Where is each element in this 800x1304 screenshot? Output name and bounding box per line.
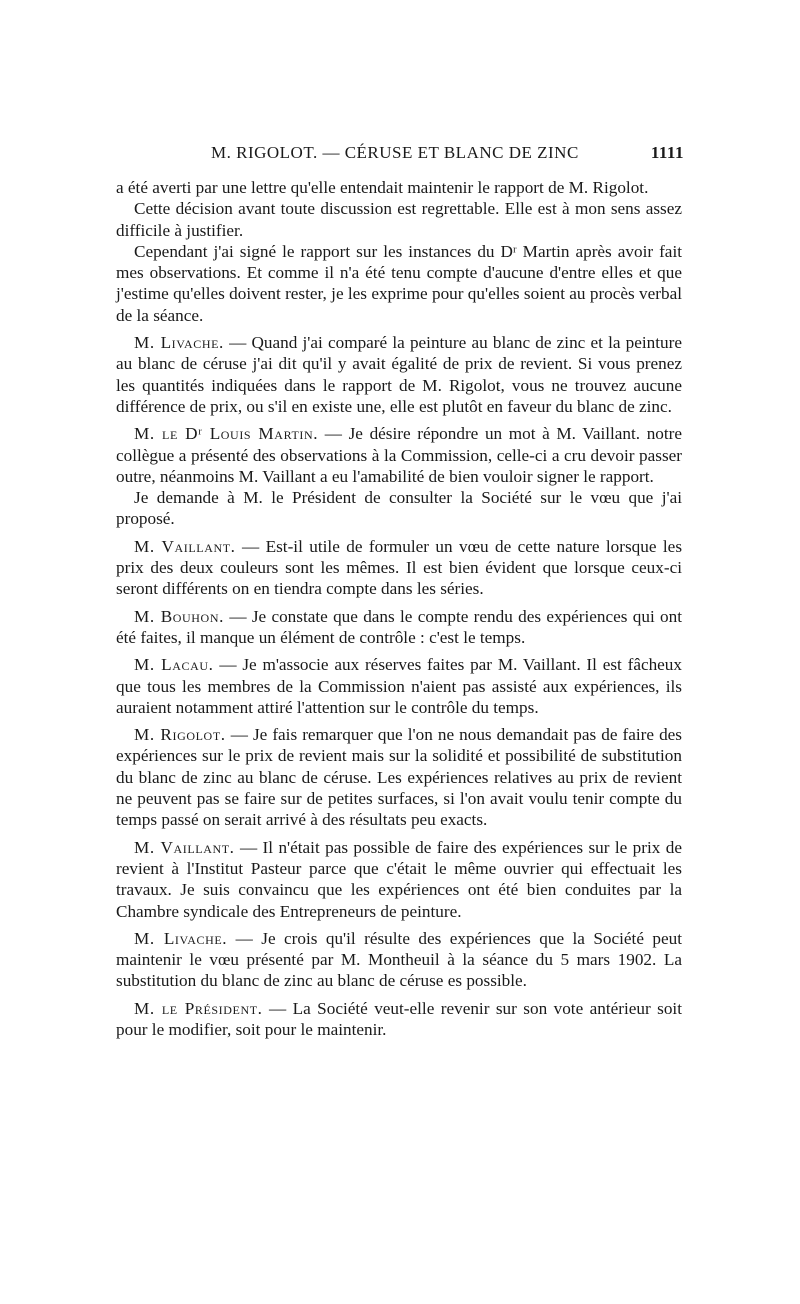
speaker-paragraph (116, 654, 682, 718)
paragraph (116, 177, 682, 198)
speaker-name: M. Livache. (134, 928, 228, 948)
paragraph-text: — Je fais remarquer que l'on ne nous demandait pas de faire des expériences sur le prix de revient mais sur la solidité et possibilité de substitution du blanc de zinc au blanc de céruse. Les expériences relatives au prix de revient ne peuvent pas se faire sur de petites surfaces, si l'on avait voulu tenir compte du temps passé on serait arrivé à des résultats peu exacts. (116, 725, 682, 830)
paragraph-text: Cependant j'ai signé le rapport sur les instances du Dʳ Martin après avoir fait mes observations. Et comme il n'a été tenu compte d'aucune d'entre elles et que j'estime qu'elles doivent rester, je les exprime pour qu'elles soient au procès verbal de la séance. (116, 241, 682, 325)
paragraph (116, 487, 682, 530)
paragraph-text: Je demande à M. le Président de consulter la Société sur le vœu que j'ai proposé. (116, 488, 682, 529)
paragraph-text: a été averti par une lettre qu'elle entendait maintenir le rapport de M. Rigolot. (116, 178, 649, 197)
speaker-name: M. le Président. (134, 998, 263, 1018)
speaker-paragraph (116, 423, 682, 487)
paragraph-text: — Je désire répondre un mot à M. Vaillant. notre collègue a présenté des observations à la Commission, celle-ci a cru devoir passer outre, néanmoins M. Vaillant a eu l'amabilité de bien vouloir signer le rapport. (116, 424, 683, 486)
paragraph (116, 241, 682, 326)
paragraph-text: — Je crois qu'il résulte des expériences que la Société peut maintenir le vœu présenté par M. Montheuil à la séance du 5 mars 1902. La substitution du blanc de zinc au blanc de céruse es possible. (116, 928, 682, 991)
speaker-paragraph (116, 724, 682, 830)
speaker-paragraph (116, 837, 682, 922)
speaker-name: M. Vaillant. (134, 536, 236, 556)
paragraph-text: — Il n'était pas possible de faire des expériences sur le prix de revient à l'Institut Pasteur parce que c'était le même ouvrier qui effectuait les travaux. Je suis convaincu que les expériences ont été bien conduites par la Chambre syndicale des Entrepreneurs de peinture. (116, 837, 682, 921)
paragraph-text: — Je m'associe aux réserves faites par M. Vaillant. Il est fâcheux que tous les membres de la Commission n'aient pas assisté aux expériences, ils auraient notamment attiré l'attention sur le contrôle du temps. (116, 655, 682, 717)
speaker-name: M. Rigolot. (134, 725, 226, 745)
speaker-paragraph (116, 998, 682, 1041)
paragraph-text: — Est-il utile de formuler un vœu de cette nature lorsque les prix des deux couleurs sont les mêmes. Il est bien évident que lorsque ceux-ci seront différents on en tiendra compte dans les séries. (116, 536, 683, 599)
running-title: M. RIGOLOT. — CÉRUSE ET BLANC DE ZINC (211, 143, 579, 162)
speaker-paragraph (116, 536, 682, 600)
speaker-paragraph (116, 606, 682, 649)
speaker-name: M. Bouhon. (134, 606, 224, 626)
speaker-paragraph (116, 332, 682, 417)
running-header (116, 143, 682, 169)
speaker-name: M. le Dʳ Louis Martin. (134, 424, 319, 444)
page-number: 1111 (650, 143, 684, 162)
paragraph-text: — Quand j'ai comparé la peinture au blanc de zinc et la peinture au blanc de céruse j'ai dit qu'il y avait égalité de prix de revient. Si vous prenez les quantités indiquées dans le rapport de M. Rigolot, vous ne trouvez aucune différence de prix, ou s'il en existe une, elle est plutôt en faveur du blanc de zinc. (116, 333, 682, 416)
paragraph (116, 198, 682, 241)
body-text (116, 177, 682, 1040)
speaker-name: M. Lacau. (134, 655, 214, 675)
speaker-name: M. Vaillant. (134, 837, 235, 857)
paragraph-text: — Je constate que dans le compte rendu des expériences qui ont été faites, il manque un élément de contrôle : c'est le temps. (116, 606, 683, 647)
paragraph-text: Cette décision avant toute discussion est regrettable. Elle est à mon sens assez difficile à justifier. (116, 199, 682, 240)
paragraph-text: — La Société veut-elle revenir sur son vote antérieur soit pour le modifier, soit pour le maintenir. (116, 998, 682, 1039)
speaker-paragraph (116, 928, 682, 992)
speaker-name: M. Livache. (134, 333, 224, 353)
